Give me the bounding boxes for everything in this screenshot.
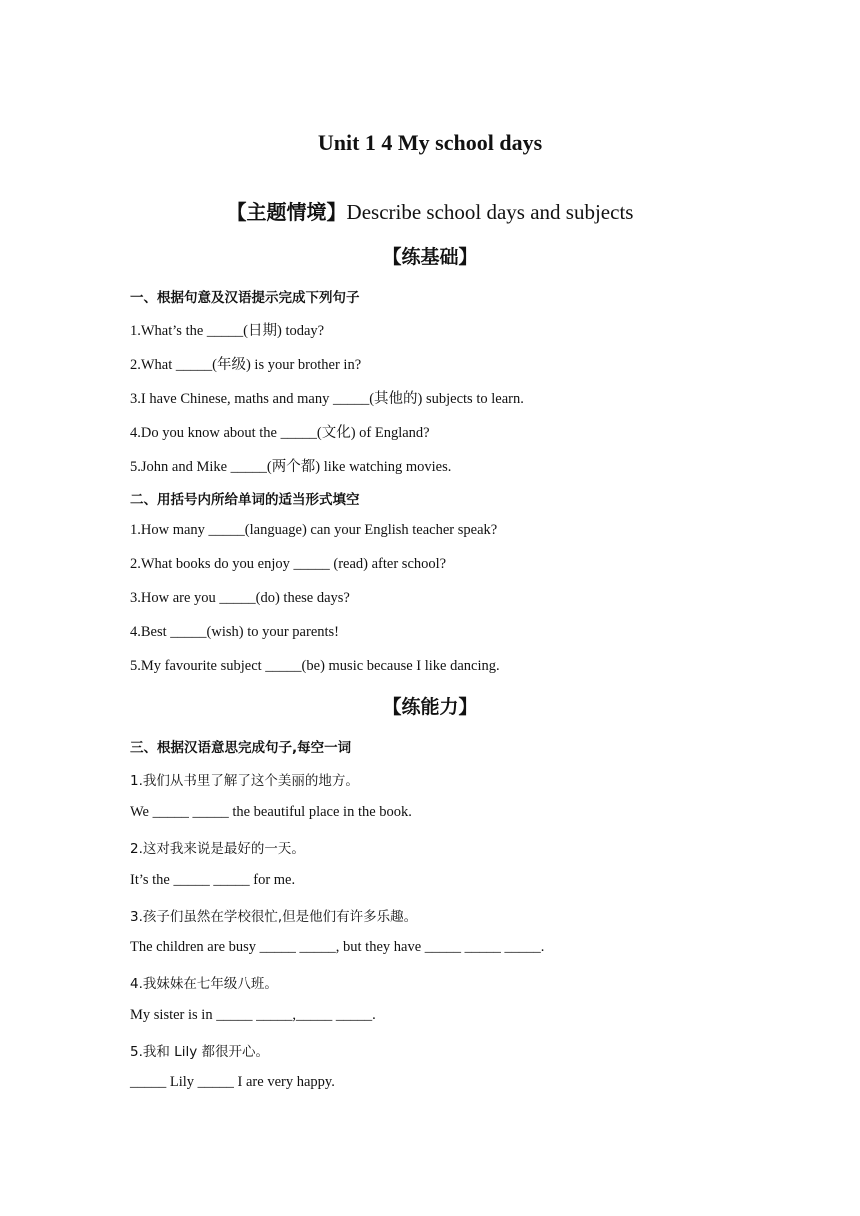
- part3-heading: 三、根据汉语意思完成句子,每空一词: [130, 740, 352, 756]
- theme-text: Describe school days and subjects: [346, 200, 634, 224]
- part3-item-3-english: The children are busy _____ _____, but they have _____ _____ _____.: [130, 939, 545, 955]
- part1-heading: 一、根据句意及汉语提示完成下列句子: [130, 290, 360, 306]
- part1-item-5: 5.John and Mike _____(两个都) like watching movies.: [130, 459, 452, 475]
- part3-item-5-english: _____ Lily _____ I are very happy.: [130, 1074, 335, 1090]
- document-title: Unit 1 4 My school days: [317, 130, 543, 155]
- section-basic-title: 【练基础】: [382, 246, 478, 268]
- part2-item-3: 3.How are you _____(do) these days?: [130, 590, 350, 606]
- part1-item-2: 2.What _____(年级) is your brother in?: [130, 357, 362, 373]
- part2-item-1: 1.How many _____(language) can your English teacher speak?: [130, 522, 498, 538]
- part3-item-5-chinese: 5.我和 Lily 都很开心。: [130, 1044, 269, 1060]
- part2-item-4: 4.Best _____(wish) to your parents!: [130, 624, 340, 640]
- part1-item-3: 3.I have Chinese, maths and many _____(其他的) subjects to learn.: [130, 391, 524, 407]
- part3-item-2-chinese: 2.这对我来说是最好的一天。: [130, 841, 305, 857]
- part3-item-2-english: It’s the _____ _____ for me.: [130, 872, 296, 888]
- part3-item-3-chinese: 3.孩子们虽然在学校很忙,但是他们有许多乐趣。: [130, 909, 418, 925]
- part3-item-4-chinese: 4.我妹妹在七年级八班。: [130, 976, 278, 992]
- part1-item-1: 1.What’s the _____(日期) today?: [130, 323, 325, 339]
- part1-item-4: 4.Do you know about the _____(文化) of England?: [130, 425, 430, 441]
- section-ability-title: 【练能力】: [382, 696, 478, 718]
- part3-item-1-chinese: 1.我们从书里了解了这个美丽的地方。: [130, 773, 359, 789]
- theme-label: 【主题情境】: [226, 200, 347, 224]
- part2-heading: 二、用括号内所给单词的适当形式填空: [130, 492, 360, 508]
- part3-item-4-english: My sister is in _____ _____,_____ _____.: [130, 1007, 376, 1023]
- part3-item-1-english: We _____ _____ the beautiful place in the book.: [130, 804, 412, 820]
- part2-item-5: 5.My favourite subject _____(be) music because I like dancing.: [130, 658, 500, 674]
- theme-line: [0, 196, 860, 225]
- part2-item-2: 2.What books do you enjoy _____ (read) after school?: [130, 556, 447, 572]
